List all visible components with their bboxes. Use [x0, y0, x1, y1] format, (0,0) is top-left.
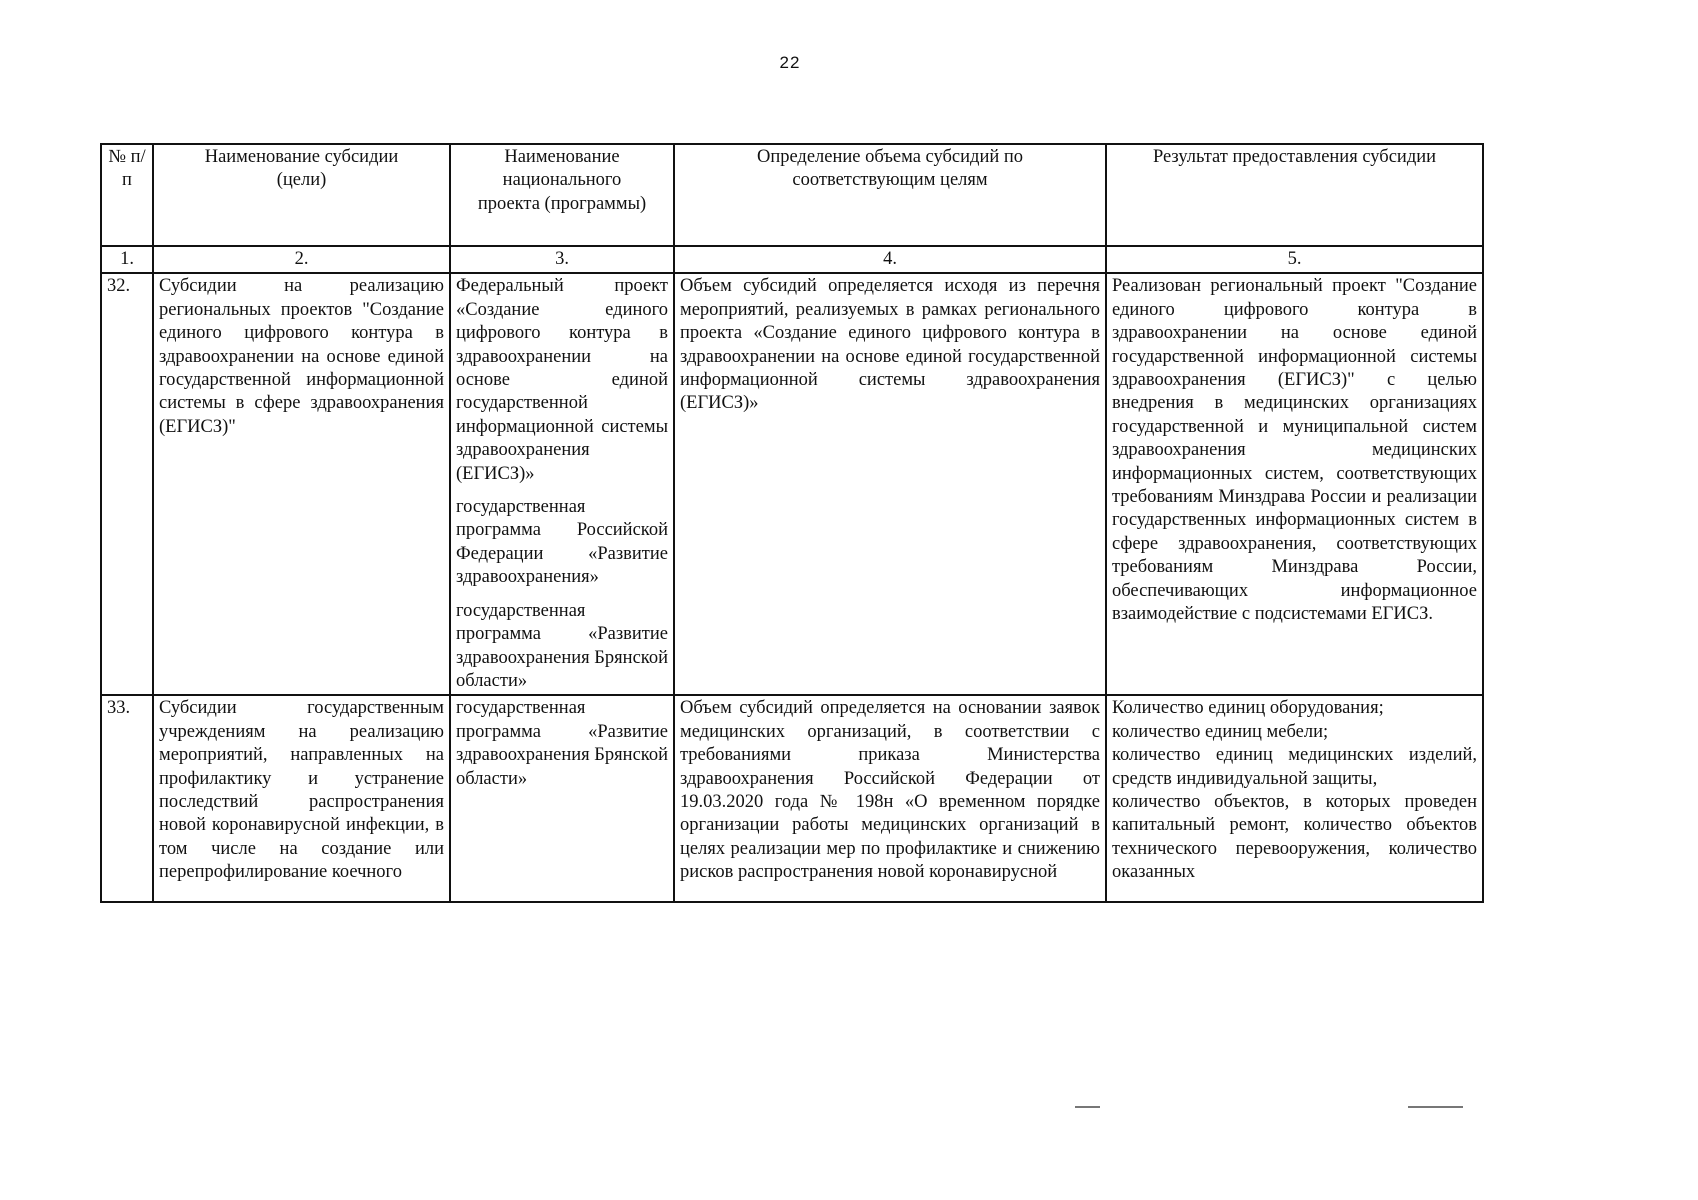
- index-row: [101, 246, 1483, 273]
- footer-rule: [1075, 1106, 1100, 1108]
- index-5: 5.: [1106, 246, 1483, 273]
- row-number: 33.: [101, 695, 153, 902]
- subsidy-result: Реализован региональный проект "Создание единого цифрового контура в здравоохранении на основе единой государственной информационной системы здравоохранения (ЕГИСЗ)" с целью внедрения в медицинских организациях государственной и муниципальной систем здравоохранения медицинских информационных систем, соответствующих требованиям Минздрава России и реализации государственных информационных систем в сфере здравоохранения, соответствующих требованиям Минздрава России, обеспечивающих информационное взаимодействие с подсистемами ЕГИСЗ.: [1106, 273, 1483, 695]
- result-line: количество единиц мебели;: [1112, 721, 1329, 742]
- subsidy-result: [1106, 695, 1483, 902]
- index-3: 3.: [450, 246, 674, 273]
- project-paragraph: государственная программа Российской Федерации «Развитие здравоохранения»: [456, 497, 668, 588]
- result-line: количество единиц медицинских изделий, средств индивидуальной защиты,: [1112, 745, 1477, 789]
- header-project: Наименование национального проекта (программы): [450, 144, 674, 246]
- result-line: Количество единиц оборудования;: [1112, 698, 1384, 719]
- index-1: 1.: [101, 246, 153, 273]
- result-line: количество объектов, в которых проведен капитальный ремонт, количество объектов технического перевооружения, количество оказанных: [1112, 791, 1477, 883]
- subsidy-name: Субсидии государственным учреждениям на реализацию мероприятий, направленных на профилактику и устранение последствий распространения новой коронавирусной инфекции, в том числе на создание или перепрофилирование коечного: [153, 695, 450, 902]
- volume-definition: Объем субсидий определяется на основании заявок медицинских организаций, в соответствии с требованиями приказа Министерства здравоохранения Российской Федерации от 19.03.2020 года № 198н «О временном порядке организации работы медицинских организаций в целях реализации мер по профилактике и снижению рисков распространения новой коронавирусной: [674, 695, 1106, 902]
- header-name: Наименование субсидии (цели): [153, 144, 450, 246]
- subsidy-name: Субсидии на реализацию региональных проектов "Создание единого цифрового контура в здравоохранении на основе единой государственной информационной системы в сфере здравоохранения (ЕГИСЗ)": [153, 273, 450, 695]
- header-num: № п/п: [101, 144, 153, 246]
- subsidies-table: [100, 143, 1484, 903]
- page-number: 22: [779, 53, 801, 72]
- national-project: [450, 273, 674, 695]
- row-number: 32.: [101, 273, 153, 695]
- project-paragraph: государственная программа «Развитие здравоохранения Брянской области»: [456, 600, 668, 691]
- project-paragraph: Федеральный проект «Создание единого цифрового контура в здравоохранении на основе единой государственной информационной системы здравоохранения (ЕГИСЗ)»: [456, 276, 668, 484]
- header-result: Результат предоставления субсидии: [1106, 144, 1483, 246]
- index-2: 2.: [153, 246, 450, 273]
- table-row: [101, 695, 1483, 902]
- footer-rule: [1408, 1106, 1463, 1108]
- table-row: [101, 273, 1483, 695]
- header-volume: Определение объема субсидий по соответствующим целям: [674, 144, 1106, 246]
- national-project: государственная программа «Развитие здравоохранения Брянской области»: [450, 695, 674, 902]
- header-row: [101, 144, 1483, 246]
- index-4: 4.: [674, 246, 1106, 273]
- volume-definition: Объем субсидий определяется исходя из перечня мероприятий, реализуемых в рамках регионального проекта «Создание единого цифрового контура в здравоохранении на основе единой государственной информационной системы здравоохранения (ЕГИСЗ)»: [674, 273, 1106, 695]
